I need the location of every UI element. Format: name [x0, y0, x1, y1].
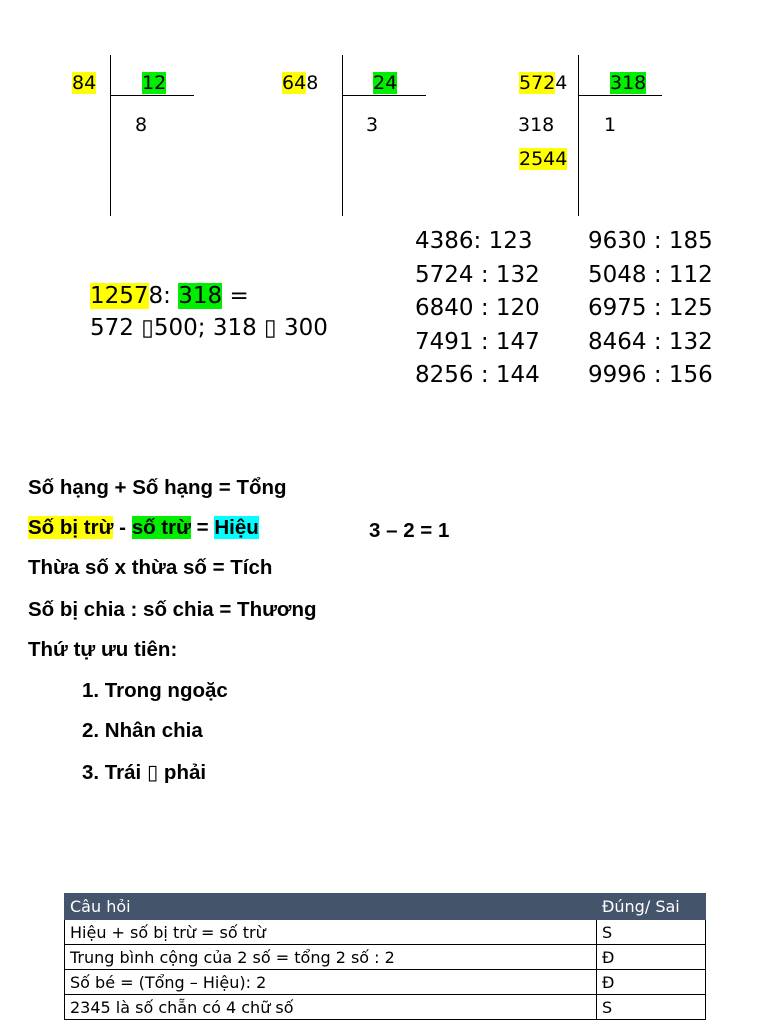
estimate-expression	[90, 280, 328, 344]
true-false-table	[64, 893, 706, 1020]
exercise-item: 6840 : 120	[415, 295, 540, 321]
division-2-divisor: 24	[373, 72, 398, 94]
exercise-item: 9630 : 185	[588, 228, 713, 254]
exercise-item: 7491 : 147	[415, 328, 540, 355]
division-2-vertical-line	[342, 55, 343, 216]
answer-cell: Đ	[597, 970, 706, 995]
division-2-quotient: 3	[366, 114, 379, 136]
division-2-horizontal-line	[342, 95, 426, 96]
priority-title: Thứ tự ưu tiên:	[28, 638, 178, 661]
division-1-dividend: 84	[72, 72, 97, 94]
estimate-line-2: 572 ▯500; 318 ▯ 300	[90, 315, 328, 341]
division-3-work-line-2: 2544	[519, 148, 568, 170]
answer-cell: S	[597, 920, 706, 945]
column-header-question: Câu hỏi	[65, 894, 597, 920]
division-3-work-line-1: 318	[518, 114, 555, 136]
division-3-dividend: 5724	[519, 72, 568, 94]
table-row	[65, 920, 706, 945]
exercise-item: 8464 : 132	[588, 328, 713, 355]
division-3-horizontal-line	[578, 95, 662, 96]
rule-multiplication: Thừa số x thừa số = Tích	[28, 556, 273, 579]
division-1-horizontal-line	[110, 95, 194, 96]
question-cell: Số bé = (Tổng – Hiệu): 2	[65, 970, 597, 995]
rule-addition: Số hạng + Số hạng = Tổng	[28, 476, 287, 499]
estimate-line-1: 12578: 318 =	[90, 283, 249, 309]
subtraction-example: 3 – 2 = 1	[369, 519, 450, 542]
exercise-item: 5724 : 132	[415, 261, 540, 288]
division-2-dividend: 648	[282, 72, 319, 94]
table-row	[65, 995, 706, 1020]
table-row	[65, 970, 706, 995]
exercise-column-1	[415, 225, 540, 393]
answer-cell: Đ	[597, 945, 706, 970]
division-1-quotient: 8	[135, 114, 148, 136]
exercise-item: 4386: 123	[415, 228, 533, 254]
question-cell: Hiệu + số bị trừ = số trừ	[65, 920, 597, 945]
question-cell: Trung bình cộng của 2 số = tổng 2 số : 2	[65, 945, 597, 970]
priority-item-2: 2. Nhân chia	[82, 719, 203, 742]
answer-cell: S	[597, 995, 706, 1020]
rule-division: Số bị chia : số chia = Thương	[28, 598, 317, 621]
question-cell: 2345 là số chẵn có 4 chữ số	[65, 995, 597, 1020]
exercise-column-2	[588, 225, 713, 393]
division-3-quotient: 1	[604, 114, 617, 136]
exercise-item: 8256 : 144	[415, 362, 540, 388]
division-1-vertical-line	[110, 55, 111, 216]
exercise-item: 6975 : 125	[588, 295, 713, 321]
division-3-divisor: 318	[610, 72, 647, 94]
priority-item-3: 3. Trái ▯ phải	[82, 761, 207, 784]
column-header-answer: Đúng/ Sai	[597, 894, 706, 920]
table-row	[65, 945, 706, 970]
exercise-item: 5048 : 112	[588, 261, 713, 288]
priority-item-1: 1. Trong ngoặc	[82, 679, 228, 702]
table-header-row	[65, 894, 706, 920]
rule-subtraction: Số bị trừ - số trừ = Hiệu	[28, 516, 259, 539]
division-3-vertical-line	[578, 55, 579, 216]
division-1-divisor: 12	[142, 72, 167, 94]
exercise-item: 9996 : 156	[588, 362, 713, 388]
